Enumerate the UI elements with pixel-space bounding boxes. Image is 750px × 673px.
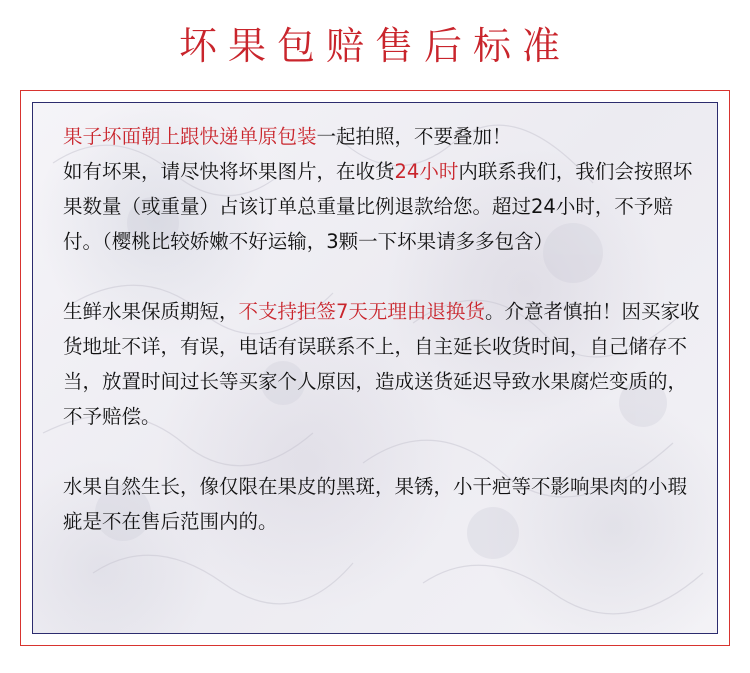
page-title: 坏果包赔售后标准 — [178, 24, 571, 68]
highlight-no-return: 不支持拒签7天无理由退换货 — [238, 300, 485, 323]
text-segment: 生鲜水果保质期短， — [63, 300, 239, 323]
text-segment: 内联系我们，我们会按照坏果数量（或重量）占该订单总重量比例退款给您。超过24小时，不予赔付。（樱桃比较娇嫩不好运输，3颗一下坏果请多多包含） — [63, 160, 693, 253]
policy-text — [63, 119, 703, 574]
paragraph-natural-blemish — [63, 469, 703, 539]
paragraph-damaged-fruit — [63, 119, 703, 259]
text-segment: 。介意者慎拍！因买家收货地址不详，有误，电话有误联系不上，自主延长收货时间，自己储存不当，放置时间过长等买家个人原因，造成送货延迟导致水果腐烂变质的，不予赔偿。 — [63, 300, 700, 428]
text-segment: 如有坏果，请尽快将坏果图片，在收货 — [63, 160, 395, 183]
content-panel — [32, 102, 718, 634]
text-segment: 水果自然生长，像仅限在果皮的黑斑，果锈，小干疤等不影响果肉的小瑕疵是不在售后范围内的。 — [63, 475, 688, 533]
highlight-photo-instruction: 果子坏面朝上跟快递单原包装 — [63, 125, 317, 148]
text-segment: 一起拍照，不要叠加！ — [316, 125, 512, 148]
highlight-24-hours: 24小时 — [394, 160, 459, 183]
paragraph-no-return — [63, 294, 703, 434]
